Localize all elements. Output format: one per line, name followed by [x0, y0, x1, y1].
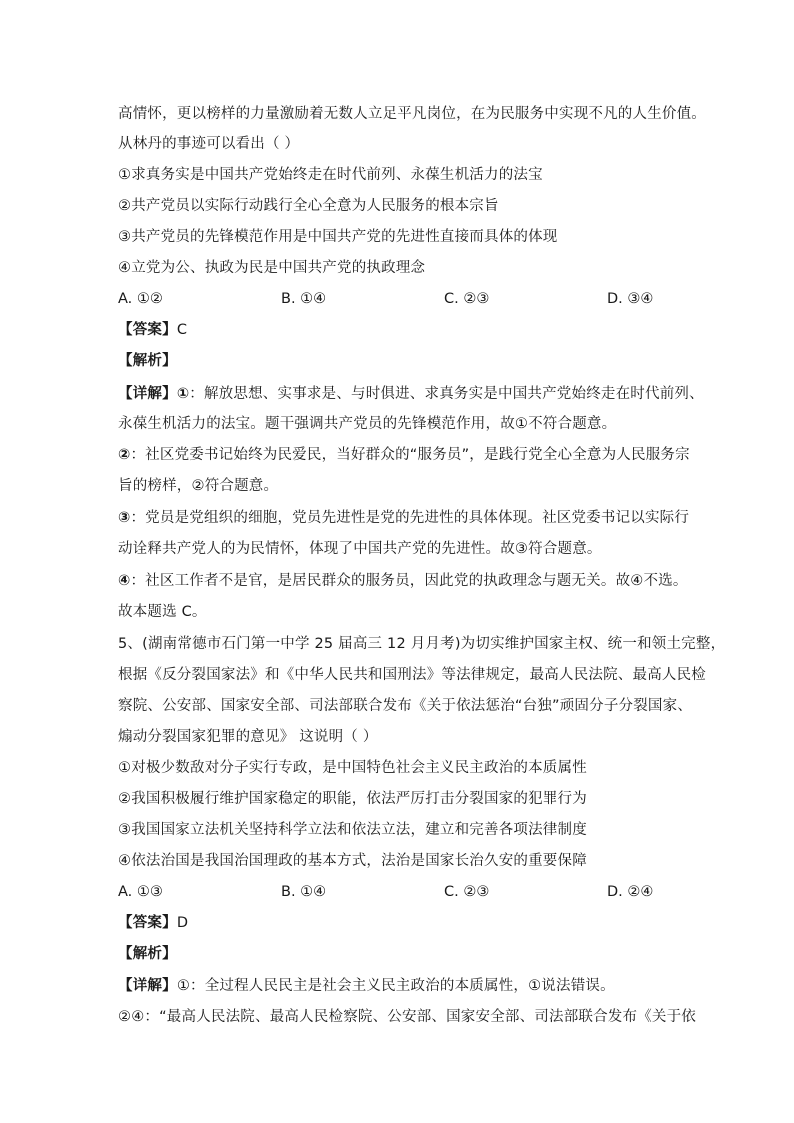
q5-stem-line: 5、(湖南常德市石门第一中学 25 届高三 12 月月考)为切实维护国家主权、统一和领土完整， [118, 636, 726, 652]
answer-tag: 【答案】 [118, 915, 177, 931]
q5-detail-1 [118, 975, 615, 997]
q4-stem-line: 从林丹的事迹可以看出（ ） [118, 136, 300, 152]
detail-text: ：党员是党组织的细胞，党员先进性是党的先进性的具体体现。社区党委书记以实际行 [130, 510, 690, 526]
detail-number: ① [176, 386, 190, 402]
detail-number: ④ [118, 573, 131, 589]
q5-answer [118, 912, 188, 934]
detail-text: ①：全过程人民民主是社会主义民主政治的本质属性，①说法错误。 [176, 978, 615, 994]
q5-option-d: D. ②④ [607, 884, 654, 900]
q5-stem-line: 察院、公安部、国家安全部、司法部联合发布《关于依法惩治“台独”顽固分子分裂国家、 [118, 698, 693, 714]
q4-statement-1: ①求真务实是中国共产党始终走在时代前列、永葆生机活力的法宝 [118, 167, 543, 183]
q4-options [118, 288, 678, 310]
q4-option-d: D. ③④ [607, 291, 654, 307]
q4-detail-4 [118, 570, 688, 592]
detail-text: ：社区工作者不是官，是居民群众的服务员，因此党的执政理念与题无关。故④不选。 [130, 573, 688, 589]
q4-option-b: B. ①④ [281, 291, 327, 307]
detail-number: ③ [118, 510, 131, 526]
answer-tag: 【答案】 [118, 322, 177, 338]
q4-statement-3: ③共产党员的先锋模范作用是中国共产党的先进性直接而具体的体现 [118, 229, 558, 245]
q5-detail-2: ②④：“最高人民法院、最高人民检察院、公安部、国家安全部、司法部联合发布《关于依 [118, 1009, 697, 1025]
q5-statement-1: ①对极少数敌对分子实行专政，是中国特色社会主义民主政治的本质属性 [118, 760, 587, 776]
q4-statement-4: ④立党为公、执政为民是中国共产党的执政理念 [118, 260, 426, 276]
q4-detail-1-cont: 永葆生机活力的法宝。题干强调共产党员的先锋模范作用，故①不符合题意。 [118, 416, 617, 432]
q5-option-a: A. ①③ [118, 884, 163, 900]
q5-statement-3: ③我国国家立法机关坚持科学立法和依法立法，建立和完善各项法律制度 [118, 822, 587, 838]
q4-stem-line: 高情怀，更以榜样的力量激励着无数人立足平凡岗位，在为民服务中实现不凡的人生价值。 [118, 106, 706, 122]
q4-detail-3-cont: 动诠释共产党人的为民情怀，体现了中国共产党的先进性。故③符合题意。 [118, 541, 602, 557]
q4-analysis-tag: 【解析】 [118, 353, 177, 369]
q5-stem-line: 根据《反分裂国家法》和《中华人民共和国刑法》等法律规定，最高人民法院、最高人民检 [118, 667, 706, 683]
detail-tag: 【详解】 [118, 386, 177, 402]
detail-text: ：解放思想、实事求是、与时俱进、求真务实是中国共产党始终走在时代前列、 [189, 386, 704, 402]
q5-statement-4: ④依法治国是我国治国理政的基本方式，法治是国家长治久安的重要保障 [118, 853, 587, 869]
q5-options [118, 881, 678, 903]
answer-value: D [176, 915, 189, 931]
q4-answer [118, 319, 187, 341]
q4-conclusion: 故本题选 C。 [118, 604, 207, 620]
q4-option-a: A. ①② [118, 291, 163, 307]
q4-detail-3 [118, 507, 689, 529]
detail-text: ：社区党委书记始终为民爱民，当好群众的“服务员”，是践行党全心全意为人民服务宗 [130, 447, 690, 463]
q5-option-c: C. ②③ [444, 884, 490, 900]
q4-option-c: C. ②③ [444, 291, 490, 307]
q4-detail-2 [118, 444, 690, 466]
detail-number: ② [118, 447, 131, 463]
q5-analysis-tag: 【解析】 [118, 946, 177, 962]
q5-statement-2: ②我国积极履行维护国家稳定的职能，依法严厉打击分裂国家的犯罪行为 [118, 791, 587, 807]
answer-value: C [176, 322, 188, 338]
q4-detail-1 [118, 383, 704, 405]
q4-detail-2-cont: 旨的榜样，②符合题意。 [118, 478, 279, 494]
detail-tag: 【详解】 [118, 978, 177, 994]
q5-option-b: B. ①④ [281, 884, 327, 900]
q5-stem-line: 煽动分裂国家犯罪的意见》 这说明（ ） [118, 729, 378, 745]
q4-statement-2: ②共产党员以实际行动践行全心全意为人民服务的根本宗旨 [118, 198, 499, 214]
